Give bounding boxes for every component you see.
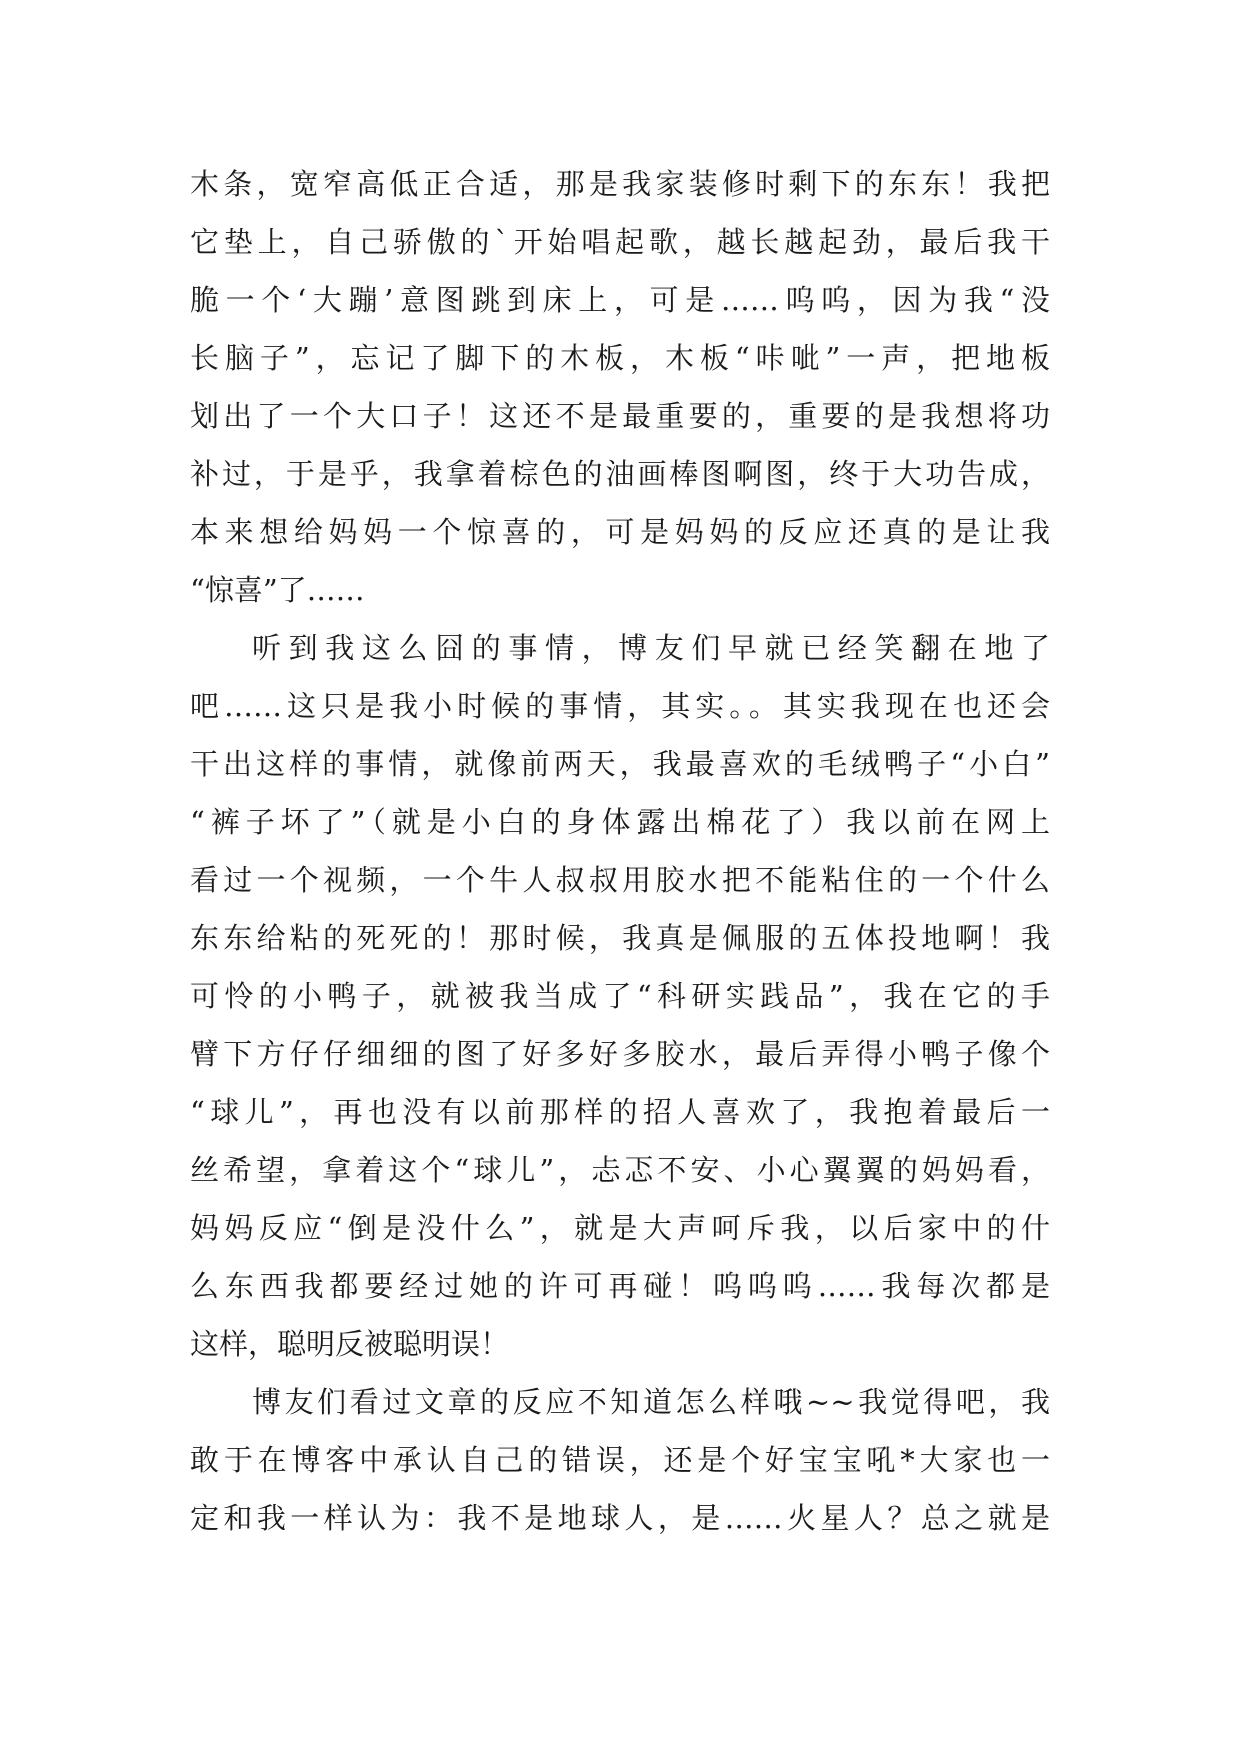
text-line: “裤子坏了”（就是小白的身体露出棉花了）我以前在网上: [190, 805, 1050, 839]
text-line: 臂下方仔仔细细的图了好多好多胶水，最后弄得小鸭子像个: [190, 1037, 1050, 1071]
text-line: 东东给粘的死死的！那时候，我真是佩服的五体投地啊！我: [190, 921, 1050, 955]
text-line: 长脑子”，忘记了脚下的木板，木板“咔呲”一声，把地板: [190, 341, 1050, 375]
paragraph: [190, 1373, 1050, 1547]
text-line: 本来想给妈妈一个惊喜的，可是妈妈的反应还真的是让我: [190, 515, 1050, 549]
text-line: 划出了一个大口子！这还不是最重要的，重要的是我想将功: [190, 399, 1050, 433]
document-body: [190, 155, 1050, 1547]
text-line: 吧……这只是我小时候的事情，其实。。其实我现在也还会: [190, 689, 1050, 723]
text-line: 可怜的小鸭子，就被我当成了“科研实践品”，我在它的手: [190, 979, 1050, 1013]
text-line: 丝希望，拿着这个“球儿”，忐忑不安、小心翼翼的妈妈看，: [190, 1153, 1050, 1187]
text-line: 补过，于是乎，我拿着棕色的油画棒图啊图，终于大功告成，: [190, 457, 1050, 491]
text-line: 脆一个‘大蹦’意图跳到床上，可是……呜呜，因为我“没: [190, 283, 1050, 317]
text-line: 博友们看过文章的反应不知道怎么样哦~~我觉得吧，我: [252, 1385, 1050, 1419]
text-line: 这样，聪明反被聪明误！: [190, 1327, 510, 1361]
paragraph: [190, 155, 1050, 619]
text-line: 看过一个视频，一个牛人叔叔用胶水把不能粘住的一个什么: [190, 863, 1050, 897]
text-line: 干出这样的事情，就像前两天，我最喜欢的毛绒鸭子“小白”: [190, 747, 1050, 781]
text-line: “惊喜”了……: [190, 573, 365, 607]
paragraph: [190, 619, 1050, 1373]
text-line: 它垫上，自己骄傲的`开始唱起歌，越长越起劲，最后我干: [190, 225, 1050, 259]
text-line: 听到我这么囧的事情，博友们早就已经笑翻在地了: [252, 631, 1050, 665]
text-line: 敢于在博客中承认自己的错误，还是个好宝宝吼*大家也一: [190, 1443, 1050, 1477]
text-line: 妈妈反应“倒是没什么”，就是大声呵斥我，以后家中的什: [190, 1211, 1050, 1245]
text-line: 么东西我都要经过她的许可再碰！呜呜呜……我每次都是: [190, 1269, 1050, 1303]
text-line: 木条，宽窄高低正合适，那是我家装修时剩下的东东！我把: [190, 167, 1050, 201]
text-line: 定和我一样认为：我不是地球人，是……火星人？总之就是: [190, 1501, 1050, 1535]
text-line: “球儿”，再也没有以前那样的招人喜欢了，我抱着最后一: [190, 1095, 1050, 1129]
